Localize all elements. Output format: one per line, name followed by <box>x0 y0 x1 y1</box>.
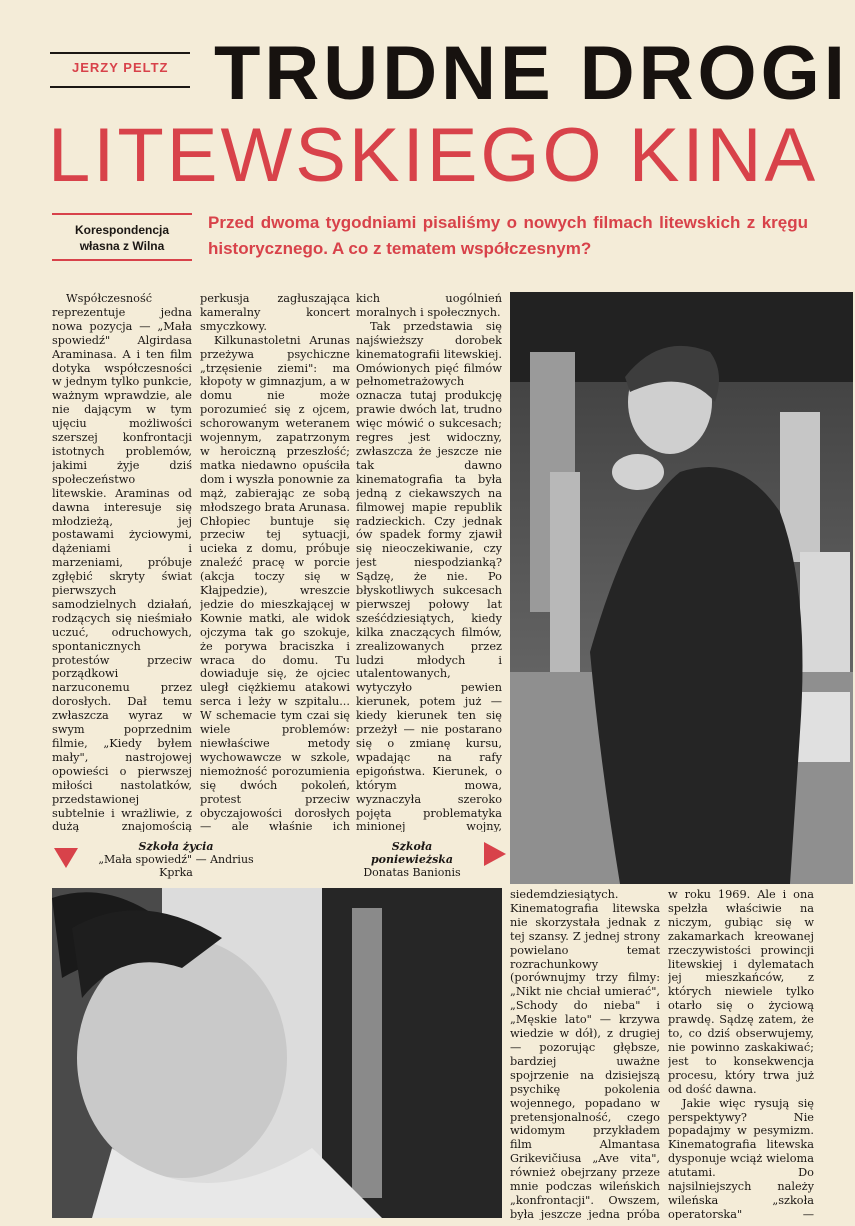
paragraph: Tak przedstawia się najświeższy dorobek kinematografii litewskiej. Omówionych pięć filmów pełnometrażowych oznacza tutaj produkcję prawie dwóch lat, trudno więc mówić o sukcesach; regres jest widoczny, zwłaszcza że jeszcze nie tak dawno kinematografia ta była jedną z ciekawszych na filmowej mapie republik radzieckich. Czy jednak ów spadek formy zjawił się nieoczekiwanie, czy jest niespodzianką? Sądzę, że nie. Po błyskotliwych sukcesach pierwszej połowy lat sześćdziesiątych, kiedy kilka znaczących filmów, zrealizowanych przez ludzi młodych i utalentowanych, wytyczyło pewien kierunek, potem już — kiedy kierunek ten się przeżył — nie postarano się o zmianę kursu, wpadając na rafy epigoństwa. Kierunek, o którym mowa, wyznaczyła szeroko pojęta problematyka minionej wojny, <box>356 319 502 832</box>
paragraph: Jakie więc rysują się perspektywy? Nie popadajmy w pesymizm. Kinematografia litewska dysponuje wciąż wieloma atutami. Do najsilniejszych należy wileńska „szkoła operatorska" — <box>668 1096 814 1220</box>
caption-arrow-right-icon <box>484 842 506 866</box>
article-column-5 <box>668 888 814 1220</box>
paragraph: w roku 1969. Ale i ona spełzła właściwie na niczym, gubiąc się w zakamarkach kreowanej rzeczywistości prowincji litewskiej i dylematach jej mieszkańców, z których niewiele tylko otarło się o życiową prawdę. Sądzę zatem, że to, co dziś obserwujemy, nie powinno zaskakiwać; jest to konsekwencja procesu, który trwa już od dość dawna. <box>668 888 814 1096</box>
title-line-2: LITEWSKIEGO KINA <box>48 113 819 198</box>
correspondence-line: własna z Wilna <box>79 239 165 253</box>
photo-illustration <box>510 292 853 884</box>
caption-arrow-down-icon <box>54 848 78 868</box>
paragraph: perkusja zagłuszająca kameralny koncert smyczkowy. <box>200 292 350 333</box>
article-column-2 <box>200 292 350 832</box>
article-column-3 <box>356 292 502 832</box>
correspondence-line: Korespondencja <box>74 223 170 237</box>
header-rule <box>50 86 190 88</box>
correspondence-note <box>52 222 192 254</box>
lead-paragraph: Przed dwoma tygodniami pisaliśmy o nowych filmach litewskich z kręgu historycznego. A co z tematem współczesnym? <box>208 213 808 258</box>
caption-subtitle: Donatas Banionis <box>363 866 461 879</box>
article-column-1 <box>52 292 192 832</box>
paragraph: Kilkunastoletni Arunas przeżywa psychiczne „trzęsienie ziemi": ma kłopoty w gimnazjum, a w domu nie może porozumieć się z ojcem, schorowanym weteranem wojennym, zapatrzonym w heroiczną przeszłość; matka niedawno opuściła dom i wyszła ponownie za mąż, zabierając ze sobą młodszego brata Arunasa. Chłopiec buntuje się przeciw tej sytuacji, ucieka z domu, próbuje znaleźć pracę w porcie (akcja toczy się w Kłajpedzie), wreszcie jedzie do mieszkającej w Kownie matki, ale widok ojczyma tak go szokuje, że porywa braciszka i wraca do domu. Tu dowiaduje się, że ojciec uległ ciężkiemu atakowi serca i leży w szpitalu... W schemacie tym czai się wiele problemów: niewłaściwe metody wychowawcze w szkole, niemożność porozumienia się dwóch pokoleń, protest przeciw obyczajowości dorosłych — ale właśnie ich <box>200 333 350 832</box>
correspondence-rule <box>52 259 192 261</box>
photo-andrius-kprka <box>52 888 502 1218</box>
title-line-1: TRUDNE DROGI <box>214 31 849 116</box>
paragraph: Współczesność reprezentuje jedna nowa pozycja — „Mała spowiedź" Algirdasa Araminasa. A i ten film dotyka współczesności w jednym tylko punkcie, ważnym wprawdzie, ale nie dającym w tym ujęciu możliwości szerszej konfrontacji istotnych problemów, jakimi żyje dziś społeczeństwo litewskie. Araminas od dawna interesuje się młodzieżą, jej postawami życiowymi, dążeniami i marzeniami, próbuje zgłębić skryty świat pierwszych samodzielnych działań, rodzących się nieśmiało uczuć, odruchowych, spontanicznych protestów przeciw porządkowi narzuconemu przez dorosłych. Dał temu zwłaszcza wyraz w swym poprzednim filmie, „Kiedy byłem mały", nastrojowej opowieści o pierwszej miłości nastolatków, przedstawionej subtelnie i wrażliwie, z dużą znajomością <box>52 292 192 832</box>
paragraph: siedemdziesiątych. Kinematografia litewska nie skorzystała jednak z tej szansy. Z jednej strony powielano temat rozrachunkowy (porównujmy trzy filmy: „Nikt nie chciał umierać", „Schody do nieba" i „Męskie lato" — krzywa wiedzie w dół), z drugiej — pozorując głębsze, bardziej uważne spojrzenie na dzisiejszą psychikę pokolenia wojennego, popadano w pretensjonalność, czego widomym przykładem film Almantasa Grikevičiusa „Ave vita", również obejrzany przeze mnie podczas wileńskich „konfrontacji". Owszem, była jeszcze jedna próba <box>510 888 660 1220</box>
author-name: JERZY PELTZ <box>72 60 169 75</box>
photo-illustration <box>52 888 502 1218</box>
paragraph: kich uogólnień moralnych i społecznych. <box>356 292 502 319</box>
caption-right <box>352 840 472 879</box>
caption-left <box>86 840 266 879</box>
correspondence-rule <box>52 213 192 215</box>
header-rule <box>50 52 190 54</box>
article-column-4 <box>510 888 660 1220</box>
photo-donatas-banionis <box>510 292 853 884</box>
caption-title: Szkoła poniewieżska <box>370 840 454 866</box>
caption-subtitle: „Mała spowiedź" — Andrius Kprka <box>98 853 254 879</box>
caption-title: Szkoła życia <box>138 840 214 853</box>
